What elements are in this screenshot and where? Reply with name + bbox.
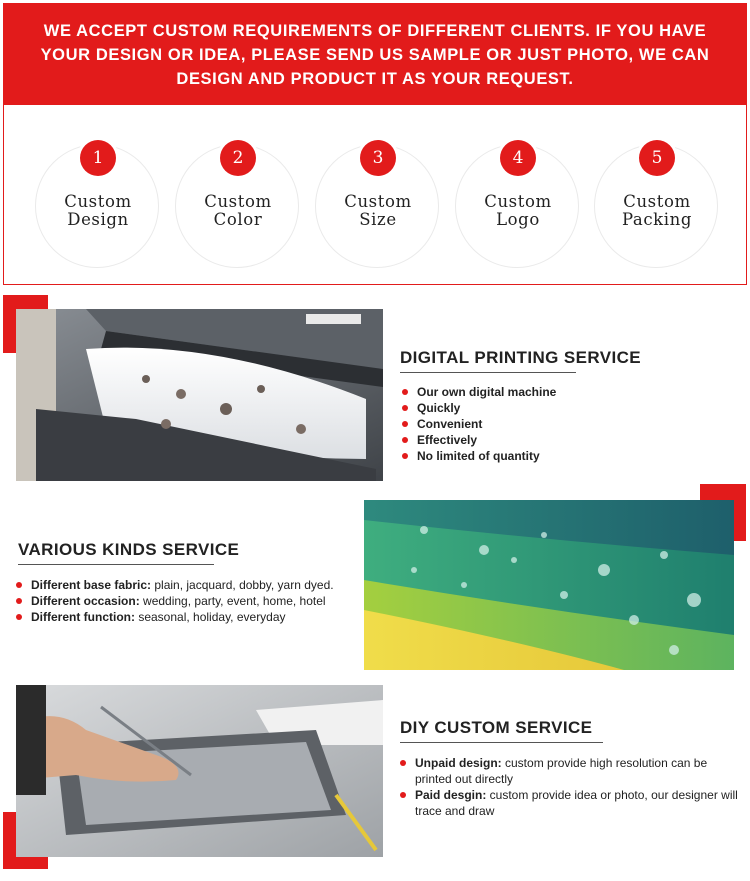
step-number: 4: [500, 140, 536, 176]
step-custom-logo: [455, 140, 581, 270]
list-item: Different function: seasonal, holiday, everyday: [14, 609, 359, 625]
step-label: Custom Color: [204, 192, 272, 229]
step-custom-color: [175, 140, 301, 270]
fabric-image: [364, 500, 734, 670]
list-item: Convenient: [400, 416, 730, 432]
digital-title: DIGITAL PRINTING SERVICE: [400, 348, 642, 367]
list-item: Quickly: [400, 400, 730, 416]
fabric-photo: [364, 500, 734, 670]
diy-title: DIY CUSTOM SERVICE: [400, 718, 593, 737]
step-number: 5: [639, 140, 675, 176]
digital-feature-list: [400, 384, 730, 464]
various-title: VARIOUS KINDS SERVICE: [18, 540, 240, 559]
list-item: Unpaid design: custom provide high resolution can be printed out directly: [398, 755, 738, 787]
digital-printer-photo: [16, 309, 383, 481]
step-custom-design: [35, 140, 161, 270]
step-number: 2: [220, 140, 256, 176]
step-label: Custom Packing: [621, 192, 693, 229]
title-underline: [400, 742, 603, 743]
title-underline: [18, 564, 214, 565]
banner-line-3: DESIGN AND PRODUCT IT AS YOUR REQUEST.: [176, 70, 574, 88]
custom-steps: [3, 105, 747, 285]
step-number: 3: [360, 140, 396, 176]
printer-image: [16, 309, 383, 481]
drawing-tablet-photo: [16, 685, 383, 857]
banner-line-2: YOUR DESIGN OR IDEA, PLEASE SEND US SAMPLE OR JUST PHOTO, WE CAN: [40, 46, 710, 64]
various-feature-list: [14, 577, 359, 625]
list-item: Our own digital machine: [400, 384, 730, 400]
step-label: Custom Design: [64, 192, 132, 229]
title-underline: [400, 372, 576, 373]
list-item: Different occasion: wedding, party, event, home, hotel: [14, 593, 359, 609]
list-item: Effectively: [400, 432, 730, 448]
step-number: 1: [80, 140, 116, 176]
step-custom-packing: [594, 140, 720, 270]
list-item: Paid desgin: custom provide idea or photo, our designer will trace and draw: [398, 787, 738, 819]
diy-feature-list: [398, 755, 738, 819]
banner: [3, 3, 747, 105]
tablet-image: [16, 685, 383, 857]
list-item: No limited of quantity: [400, 448, 730, 464]
banner-line-1: WE ACCEPT CUSTOM REQUIREMENTS OF DIFFERENT CLIENTS. IF YOU HAVE: [43, 22, 707, 40]
list-item: Different base fabric: plain, jacquard, dobby, yarn dyed.: [14, 577, 359, 593]
step-custom-size: [315, 140, 441, 270]
step-label: Custom Size: [344, 192, 412, 229]
step-label: Custom Logo: [484, 192, 552, 229]
